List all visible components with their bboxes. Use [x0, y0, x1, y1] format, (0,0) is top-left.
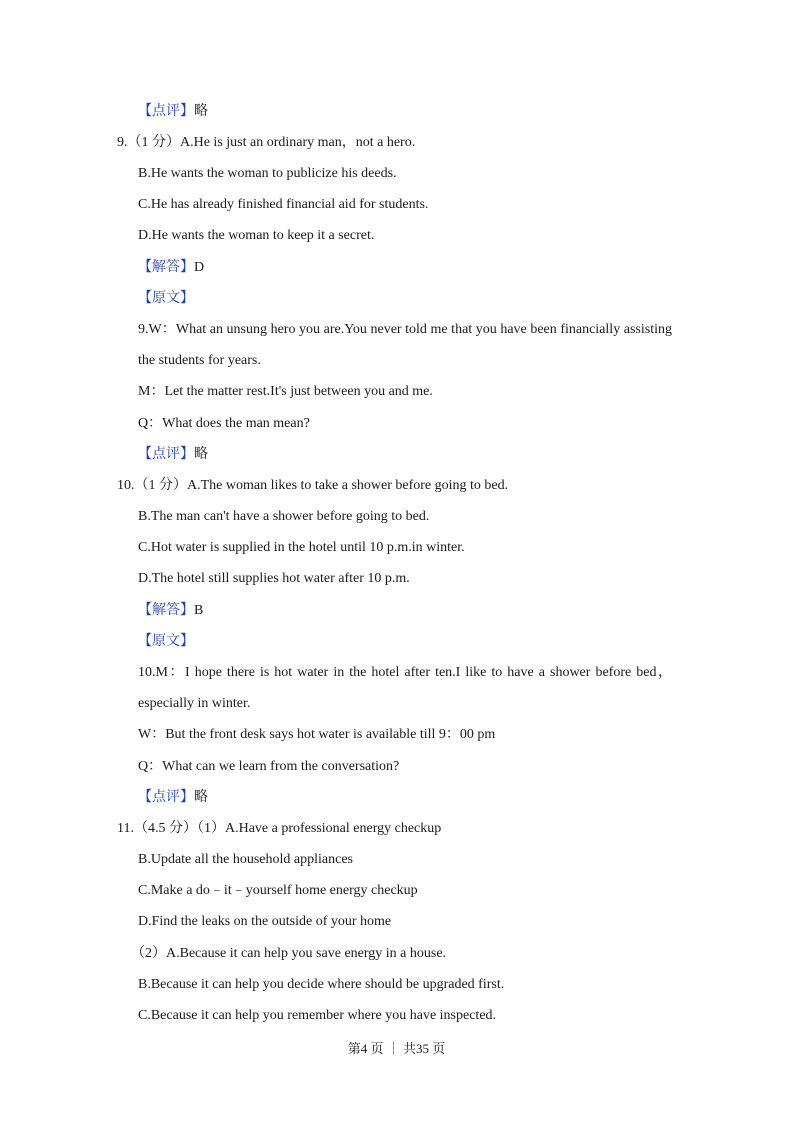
q9-answer-line: [138, 259, 204, 277]
question-9: 9.（1 分）A.He is just an ordinary man，not a hero.: [117, 135, 416, 150]
answer-tag: 【解答】: [138, 603, 194, 618]
q10-review-line: [138, 789, 208, 807]
q11-sub2-option-b: B.Because it can help you decide where should be upgraded first.: [138, 977, 505, 992]
q9-option-b: B.He wants the woman to publicize his deeds.: [138, 166, 397, 181]
q10-original-tag: 【原文】: [138, 634, 194, 649]
review-text: 略: [194, 790, 208, 805]
review-tag: 【点评】: [138, 447, 194, 462]
review-text: 略: [194, 447, 208, 462]
q11-option-b: B.Update all the household appliances: [138, 852, 353, 867]
answer-tag: 【解答】: [138, 260, 194, 275]
question-10: 10.（1 分）A.The woman likes to take a shower before going to bed.: [117, 478, 509, 493]
q10-transcript-w: W：But the front desk says hot water is available till 9：00 pm: [138, 727, 496, 742]
q9-original-tag: 【原文】: [138, 291, 194, 306]
review-text: 略: [194, 104, 208, 119]
q10-transcript-q: Q：What can we learn from the conversation?: [138, 759, 400, 774]
q9-transcript-w2: the students for years.: [138, 353, 261, 368]
answer-text: B: [194, 603, 204, 618]
q9-option-d: D.He wants the woman to keep it a secret.: [138, 228, 375, 243]
q9-transcript-m: M：Let the matter rest.It's just between you and me.: [138, 384, 433, 399]
page-footer: 第4 页 ｜ 共35 页: [347, 1041, 446, 1056]
q9-option-c: C.He has already finished financial aid for students.: [138, 197, 429, 212]
review-line: [138, 103, 208, 121]
review-tag: 【点评】: [138, 790, 194, 805]
q10-option-d: D.The hotel still supplies hot water after 10 p.m.: [138, 571, 410, 586]
q9-review-line: [138, 446, 208, 464]
q10-option-c: C.Hot water is supplied in the hotel until 10 p.m.in winter.: [138, 540, 465, 555]
q11-option-d: D.Find the leaks on the outside of your home: [138, 914, 392, 929]
answer-text: D: [194, 260, 205, 275]
question-11: 11.（4.5 分）（1）A.Have a professional energy checkup: [117, 821, 442, 836]
q10-transcript-m2: especially in winter.: [138, 696, 251, 711]
q11-sub2-option-a: （2）A.Because it can help you save energy in a house.: [131, 946, 447, 961]
q10-answer-line: [138, 602, 203, 620]
q9-transcript-w1: 9.W：What an unsung hero you are.You never told me that you have been financially assisting: [138, 322, 672, 337]
q10-option-b: B.The man can't have a shower before going to bed.: [138, 509, 430, 524]
review-tag: 【点评】: [138, 104, 194, 119]
q9-transcript-q: Q：What does the man mean?: [138, 416, 310, 431]
q11-option-c: C.Make a do﹣it﹣yourself home energy checkup: [138, 883, 418, 898]
q11-sub2-option-c: C.Because it can help you remember where you have inspected.: [138, 1008, 497, 1023]
q10-transcript-m1: 10.M：I hope there is hot water in the hotel after ten.I like to have a shower before bed，: [138, 665, 672, 680]
